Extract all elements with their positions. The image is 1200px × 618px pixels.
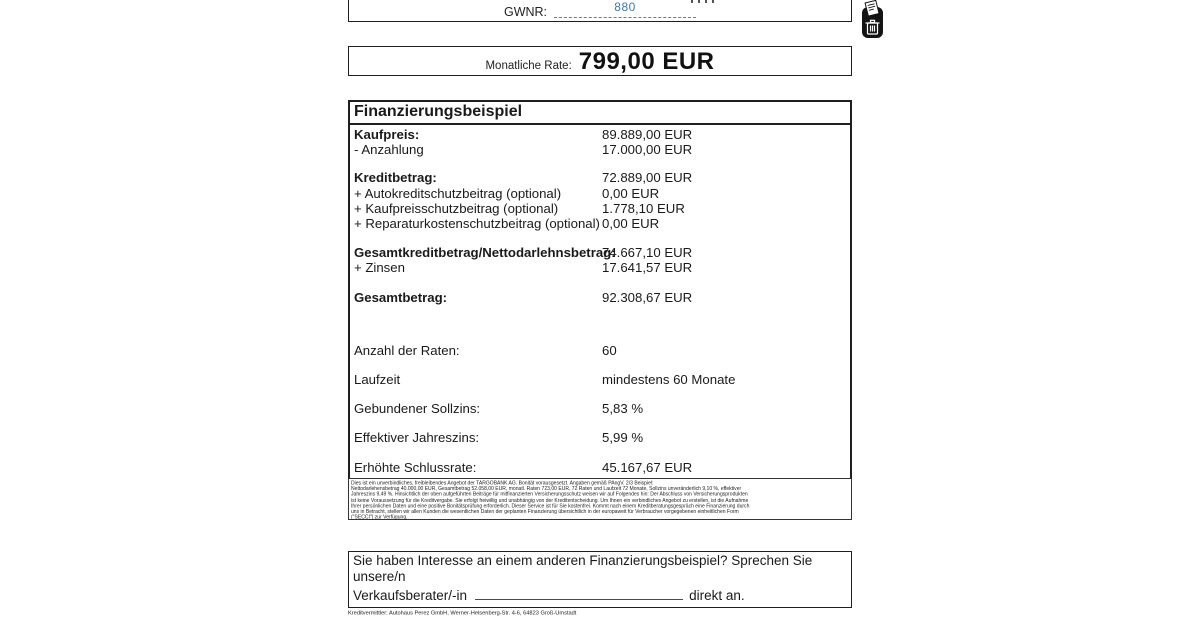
financing-row <box>354 460 846 475</box>
row-value: 74.667,10 EUR <box>602 245 693 261</box>
row-value: 5,83 % <box>602 401 644 417</box>
row-value: 45.167,67 EUR <box>602 459 693 475</box>
dispose-paper-trash-icon <box>859 0 886 40</box>
row-label: Anzahl der Raten: <box>354 342 460 358</box>
financing-row <box>354 290 846 305</box>
row-value: 60 <box>602 342 617 358</box>
row-value: 17.641,57 EUR <box>602 260 693 276</box>
fine-print-line: uns in Betracht, stellen wir allen Kunden die wesentlichen Daten der geplanten Finanzierung übersichtlich in der europaweit für Verbraucher vorgegebenen einheitlichen Form <box>351 508 739 515</box>
row-value: 89.889,00 EUR <box>602 127 693 142</box>
financing-example-box <box>348 100 852 480</box>
row-value: 0,00 EUR <box>602 185 660 201</box>
row-label: Effektiver Jahreszins: <box>354 430 480 446</box>
financing-row <box>354 260 846 275</box>
interest-prompt-line1: Sie haben Interesse an einem anderen Finanzierungsbeispiel? Sprechen Sie unsere/n <box>353 552 813 584</box>
monthly-rate-box <box>348 46 852 76</box>
fine-print-line: ist keine Voraussetzung für die Kreditvergabe. Sie erfolgt freiwillig und unabhängig von der Kreditentscheidung. Um Ihnen ein verbindliches Angebot zu erstellen, ist die Aufnahme <box>351 496 749 503</box>
fine-print-line: Ihrer persönlichen Daten und eine positive Bonitätsprüfung erforderlich. Dieser Service ist für Sie kostenfrei. Kommt nach einem Kreditberatungsgespräch eine Finanzierung durch <box>351 502 750 509</box>
row-value: mindestens 60 Monate <box>602 372 736 388</box>
financing-row <box>354 127 846 142</box>
row-label: - Anzahlung <box>354 142 424 158</box>
row-label: Gesamtkreditbetrag/Nettodarlehnsbetrag: <box>354 245 616 261</box>
row-value: 17.000,00 EUR <box>602 142 693 158</box>
financing-row <box>354 401 846 416</box>
financing-row <box>354 372 846 387</box>
interest-prompt-suffix: direkt an. <box>689 587 745 603</box>
financing-row <box>354 170 846 185</box>
row-label: Laufzeit <box>354 372 401 388</box>
financing-row <box>354 142 846 157</box>
row-label: + Kaufpreisschutzbeitrag (optional) <box>354 200 559 216</box>
gwnr-value: 880 <box>614 0 636 14</box>
row-label: + Autokreditschutzbeitrag (optional) <box>354 185 562 201</box>
interest-prompt-box <box>348 551 852 608</box>
financing-rows <box>350 125 850 475</box>
row-label: Kaufpreis: <box>354 127 420 142</box>
fine-print-line: Jahreszins 9,49 %. Hinsichtlich der oben aufgeführten Beiträge für mitfinanzierten Versicherungsschutz weisen wir auf Folgendes hin: Der Abschluss von Versicherungsprodukten <box>351 491 748 497</box>
fine-print-box <box>348 478 852 520</box>
row-value: 0,00 EUR <box>602 216 660 232</box>
fine-print-line: Nettodarlehensbetrag 40.000,00 EUR, Gesamtbetrag 52.058,00 EUR, monatl. Raten 723,00 EUR, 72 Raten und Laufzeit 72 Monate, Sollzins unveränderlich 9,10 %, effektiver <box>351 485 742 492</box>
row-value: 72.889,00 EUR <box>602 170 693 186</box>
row-value: 5,99 % <box>602 430 644 446</box>
fine-print-text <box>351 480 847 520</box>
fine-print-line: Dies ist ein unverbindliches, freibleibendes Angebot der TARGOBANK AG. Bonität vorausgesetzt. Angaben gemäß PAngV. 2/3 Beispiel: <box>351 479 654 486</box>
financing-example-title: Finanzierungsbeispiel <box>350 102 850 125</box>
row-label: + Reparaturkostenschutzbeitrag (optional) <box>354 216 600 232</box>
row-label: + Zinsen <box>354 260 405 276</box>
row-label: Gesamtbetrag: <box>354 289 448 305</box>
financing-row <box>354 245 846 260</box>
financing-row <box>354 343 846 358</box>
gwnr-box <box>348 0 852 22</box>
row-label: Kreditbetrag: <box>354 170 437 186</box>
credit-broker-text: Kreditvermittler: Autohaus Perez GmbH, Werner-Helsenberg-Str. 4-6, 64823 Groß-Umstadt <box>348 609 577 616</box>
fine-print-line: ("SECCI") zur Verfügung. <box>351 514 408 520</box>
financing-row <box>354 216 846 231</box>
row-label: Gebundener Sollzins: <box>354 401 481 417</box>
monthly-rate-value: 799,00 EUR <box>578 48 715 75</box>
row-label: Erhöhte Schlussrate: <box>354 459 477 475</box>
interest-prompt-line2 <box>353 585 847 604</box>
credit-broker-footer <box>348 610 852 618</box>
financing-row <box>354 201 846 216</box>
row-value: 1.778,10 EUR <box>602 200 685 216</box>
monthly-rate-label: Monatliche Rate: <box>485 60 572 72</box>
financing-row <box>354 186 846 201</box>
clipped-text-artifact <box>691 0 715 3</box>
advisor-name-blank-field[interactable] <box>475 585 683 600</box>
gwnr-field[interactable] <box>554 0 696 18</box>
row-value: 92.308,67 EUR <box>602 289 693 305</box>
gwnr-label: GWNR: <box>503 4 548 19</box>
interest-prompt-prefix: Verkaufsberater/-in <box>353 587 468 603</box>
financing-document <box>348 0 852 618</box>
financing-row <box>354 430 846 445</box>
